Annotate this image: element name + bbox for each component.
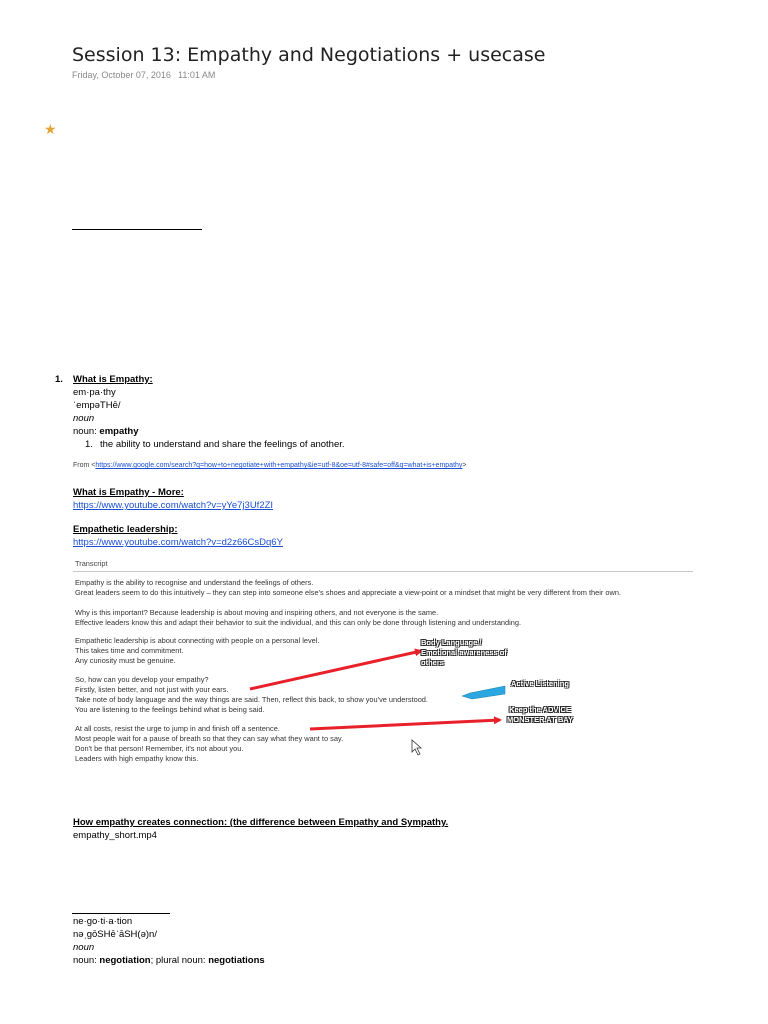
pronunciation: nəˌɡōSHēˈāSH(ə)n/	[73, 929, 157, 940]
page-title: Session 13: Empathy and Negotiations + usecase	[72, 44, 546, 66]
page-date: Friday, October 07, 2016	[72, 70, 171, 80]
definition-number: 1.	[85, 439, 93, 450]
empathy-heading: What is Empathy:	[73, 374, 153, 385]
mouse-cursor-icon	[412, 740, 421, 755]
noun-prefix: noun:	[73, 426, 100, 437]
list-number: 1.	[55, 374, 63, 385]
source-suffix: >	[462, 462, 467, 469]
dictionary-word: em·pa·thy	[73, 387, 116, 398]
noun-prefix: noun:	[73, 955, 100, 966]
transcript-line: This takes time and commitment.	[75, 646, 184, 655]
part-of-speech: noun	[73, 942, 95, 953]
pronunciation: ˈempəTHē/	[73, 400, 121, 411]
video-file[interactable]: empathy_short.mp4	[73, 830, 157, 841]
divider-line	[72, 913, 170, 914]
transcript-line: Take note of body language and the way things are said. Then, reflect this back, to show you've understood.	[75, 695, 428, 704]
transcript-line: So, how can you develop your empathy?	[75, 675, 209, 684]
transcript-line: Any curiosity must be genuine.	[75, 656, 176, 665]
transcript-line: Empathy is the ability to recognise and understand the feelings of others.	[75, 578, 314, 587]
transcript-line: Leaders with high empathy know this.	[75, 754, 199, 763]
source-prefix: From <	[73, 462, 96, 469]
callout-body-language: Body Language / Emotional awareness of others	[421, 638, 507, 667]
transcript-line: Don't be that person! Remember, it's not about you.	[75, 744, 244, 753]
plural-prefix: ; plural noun:	[150, 955, 209, 966]
arrow-active-listening	[462, 686, 505, 699]
transcript-line: Empathetic leadership is about connecting with people on a personal level.	[75, 636, 320, 645]
noun-word: empathy	[99, 426, 139, 437]
noun-line	[73, 955, 265, 966]
callout-active-listening: Active Listening	[511, 679, 569, 688]
transcript-line: Most people wait for a pause of breath so that they can say what they want to say.	[75, 734, 344, 743]
leadership-video-link[interactable]: https://www.youtube.com/watch?v=d2z66CsDq6Y	[73, 537, 283, 548]
transcript-line: Great leaders seem to do this intuitively – they can step into someone else's shoes and appreciate a view-point or a mindset that might be very different from their own.	[75, 588, 622, 597]
callout-advice-monster: Keep the ADVICE MONSTER AT BAY	[507, 705, 573, 724]
plural-word: negotiations	[208, 955, 265, 966]
transcript-line: Firstly, listen better, and not just with your ears.	[75, 685, 229, 694]
more-video-link[interactable]: https://www.youtube.com/watch?v=yYe7j3Uf2ZI	[73, 500, 274, 511]
transcript-line: You are listening to the feelings behind what is being said.	[75, 705, 265, 714]
leadership-heading: Empathetic leadership:	[73, 524, 178, 535]
definition-text: the ability to understand and share the feelings of another.	[100, 439, 345, 450]
noun-word: negotiation	[99, 955, 151, 966]
transcript-line: Why is this important? Because leadership is about moving and inspiring others, and not everyone is the same.	[75, 608, 439, 617]
arrow-body-language	[250, 651, 421, 689]
arrow-advice-monster	[310, 720, 500, 729]
star-icon: ★	[44, 121, 57, 137]
transcript-line: At all costs, resist the urge to jump in and finish off a sentence.	[75, 724, 280, 733]
dictionary-word: ne·go·ti·a·tion	[73, 916, 133, 927]
more-heading: What is Empathy - More:	[73, 487, 184, 498]
part-of-speech: noun	[73, 413, 95, 424]
page-time: 11:01 AM	[178, 70, 216, 80]
source-link[interactable]: https://www.google.com/search?q=how+to+negotiate+with+empathy&ie=utf-8&oe=utf-8#safe=off&q=what+is+empathy	[95, 462, 463, 469]
connection-heading: How empathy creates connection: (the difference between Empathy and Sympathy.	[73, 817, 449, 828]
transcript-label: Transcript	[75, 559, 108, 568]
transcript-line: Effective leaders know this and adapt their behavior to suit the individual, and this can only be done through listening and understanding.	[75, 618, 522, 627]
